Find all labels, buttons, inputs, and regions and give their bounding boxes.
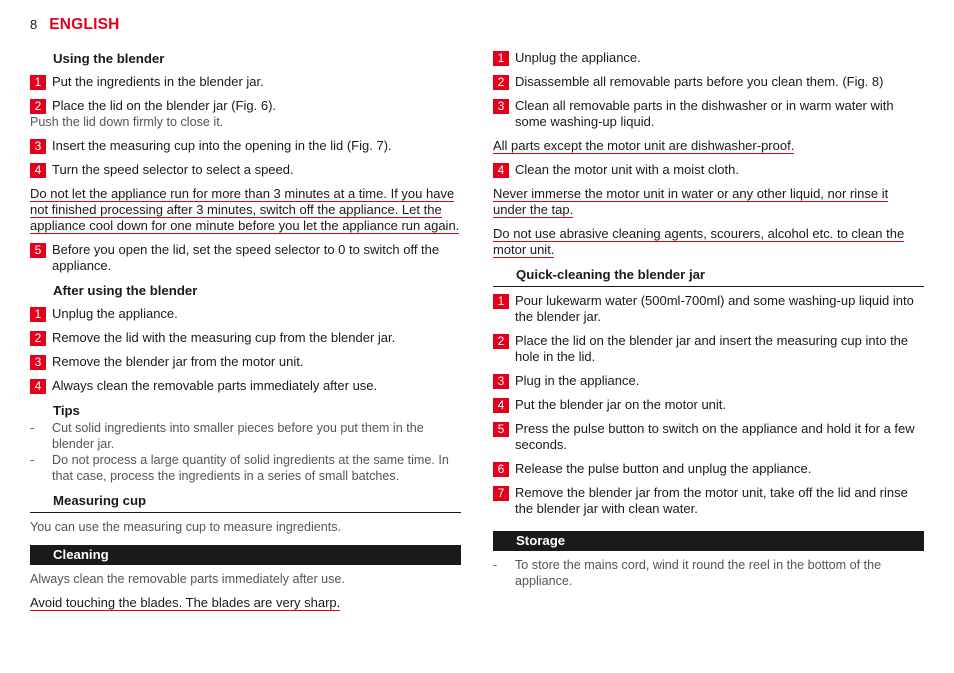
step-item bbox=[493, 293, 924, 325]
step-number: 5 bbox=[30, 243, 46, 258]
step-number: 4 bbox=[30, 163, 46, 178]
step-item bbox=[30, 98, 461, 114]
step-text: Place the lid on the blender jar and insert the measuring cup into the hole in the lid. bbox=[515, 333, 909, 364]
warning-text bbox=[30, 186, 461, 234]
step-number: 2 bbox=[30, 331, 46, 346]
step-item bbox=[30, 242, 461, 274]
tip-text: Cut solid ingredients into smaller pieces before you put them in the blender jar. bbox=[52, 421, 424, 451]
step-number: 3 bbox=[493, 99, 509, 114]
step-item bbox=[493, 74, 924, 90]
dash-bullet: - bbox=[30, 421, 35, 435]
right-column bbox=[493, 50, 924, 589]
page-header bbox=[30, 16, 120, 38]
step-text: Plug in the appliance. bbox=[515, 373, 640, 388]
step-text: Clean the motor unit with a moist cloth. bbox=[515, 162, 739, 177]
dash-bullet: - bbox=[493, 558, 498, 572]
step-text: Place the lid on the blender jar (Fig. 6). bbox=[52, 98, 277, 113]
section-heading-tips: Tips bbox=[53, 403, 80, 418]
step-item bbox=[493, 485, 924, 517]
step-text: Put the ingredients in the blender jar. bbox=[52, 74, 264, 89]
step-text: Remove the blender jar from the motor unit, take off the lid and rinse the blender jar with clean water. bbox=[515, 485, 908, 516]
step-text: Remove the blender jar from the motor unit. bbox=[52, 354, 304, 369]
step-number: 2 bbox=[493, 334, 509, 349]
step-number: 4 bbox=[493, 163, 509, 178]
step-item bbox=[493, 162, 924, 178]
tip-item bbox=[493, 557, 924, 589]
step-text: Release the pulse button and unplug the appliance. bbox=[515, 461, 812, 476]
step-number: 1 bbox=[30, 75, 46, 90]
step-text: Disassemble all removable parts before you clean them. (Fig. 8) bbox=[515, 74, 884, 89]
step-text: Remove the lid with the measuring cup from the blender jar. bbox=[52, 330, 396, 345]
step-item bbox=[493, 98, 924, 130]
step-item bbox=[30, 378, 461, 394]
step-item bbox=[493, 421, 924, 453]
page-number: 8 bbox=[30, 17, 38, 32]
step-number: 5 bbox=[493, 422, 509, 437]
step-text: Unplug the appliance. bbox=[515, 50, 641, 65]
step-number: 4 bbox=[30, 379, 46, 394]
section-heading-measuring: Measuring cup bbox=[30, 492, 461, 513]
warning-text bbox=[493, 138, 924, 154]
step-number: 7 bbox=[493, 486, 509, 501]
cleaning-text: Always clean the removable parts immediately after use. bbox=[30, 572, 345, 586]
section-bar-cleaning: Cleaning bbox=[30, 545, 461, 565]
measuring-text: You can use the measuring cup to measure ingredients. bbox=[30, 520, 342, 534]
step-item bbox=[30, 330, 461, 346]
section-heading-using: Using the blender bbox=[53, 51, 165, 66]
step-number: 1 bbox=[30, 307, 46, 322]
step-number: 1 bbox=[493, 294, 509, 309]
warning-text bbox=[493, 226, 924, 258]
step-item bbox=[493, 50, 924, 66]
warning-text bbox=[30, 595, 461, 611]
step-number: 2 bbox=[493, 75, 509, 90]
step-text: Pour lukewarm water (500ml-700ml) and some washing-up liquid into the blender jar. bbox=[515, 293, 914, 324]
step-text: Put the blender jar on the motor unit. bbox=[515, 397, 727, 412]
warning-blades: Avoid touching the blades. The blades are very sharp. bbox=[30, 595, 341, 610]
language-title: ENGLISH bbox=[49, 16, 120, 33]
tip-item bbox=[30, 420, 461, 452]
section-heading-after: After using the blender bbox=[53, 283, 198, 298]
step-number: 6 bbox=[493, 462, 509, 477]
step-number: 2 bbox=[30, 99, 46, 114]
step-text: Always clean the removable parts immediately after use. bbox=[52, 378, 378, 393]
step-text: Clean all removable parts in the dishwasher or in warm water with some washing-up liquid. bbox=[515, 98, 894, 129]
step-text: Turn the speed selector to select a speed. bbox=[52, 162, 294, 177]
step-item bbox=[30, 354, 461, 370]
warning-abrasive: Do not use abrasive cleaning agents, scourers, alcohol etc. to clean the motor unit. bbox=[493, 226, 905, 257]
tip-item bbox=[30, 452, 461, 484]
step-number: 3 bbox=[30, 139, 46, 154]
step-item bbox=[493, 397, 924, 413]
step-item bbox=[493, 461, 924, 477]
step-item bbox=[30, 306, 461, 322]
step-number: 4 bbox=[493, 398, 509, 413]
warning-dishwasher: All parts except the motor unit are dishwasher-proof. bbox=[493, 138, 795, 153]
storage-text: To store the mains cord, wind it round the reel in the bottom of the appliance. bbox=[515, 558, 882, 588]
step-item bbox=[30, 74, 461, 90]
step-item bbox=[493, 373, 924, 389]
dash-bullet: - bbox=[30, 453, 35, 467]
left-column bbox=[30, 50, 461, 619]
step-text: Insert the measuring cup into the opening in the lid (Fig. 7). bbox=[52, 138, 392, 153]
step-item bbox=[30, 162, 461, 178]
step-text: Before you open the lid, set the speed selector to 0 to switch off the appliance. bbox=[52, 242, 440, 273]
tip-text: Do not process a large quantity of solid ingredients at the same time. In that case, process the ingredients in a series of small batches. bbox=[52, 453, 449, 483]
step-item bbox=[493, 333, 924, 365]
step-number: 1 bbox=[493, 51, 509, 66]
warning-run: Do not let the appliance run for more than 3 minutes at a time. If you have not finished processing after 3 minutes, switch off the appliance. Let the appliance cool down for one minute before you let the appliance run again. bbox=[30, 186, 460, 233]
step-text: Press the pulse button to switch on the appliance and hold it for a few seconds. bbox=[515, 421, 915, 452]
warning-text bbox=[493, 186, 924, 218]
warning-immerse: Never immerse the motor unit in water or any other liquid, nor rinse it under the tap. bbox=[493, 186, 889, 217]
step-number: 3 bbox=[493, 374, 509, 389]
step-text: Unplug the appliance. bbox=[52, 306, 178, 321]
note-text: Push the lid down firmly to close it. bbox=[30, 115, 224, 129]
section-bar-storage: Storage bbox=[493, 531, 924, 551]
step-number: 3 bbox=[30, 355, 46, 370]
step-item bbox=[30, 138, 461, 154]
section-heading-quick-clean: Quick-cleaning the blender jar bbox=[493, 266, 924, 287]
